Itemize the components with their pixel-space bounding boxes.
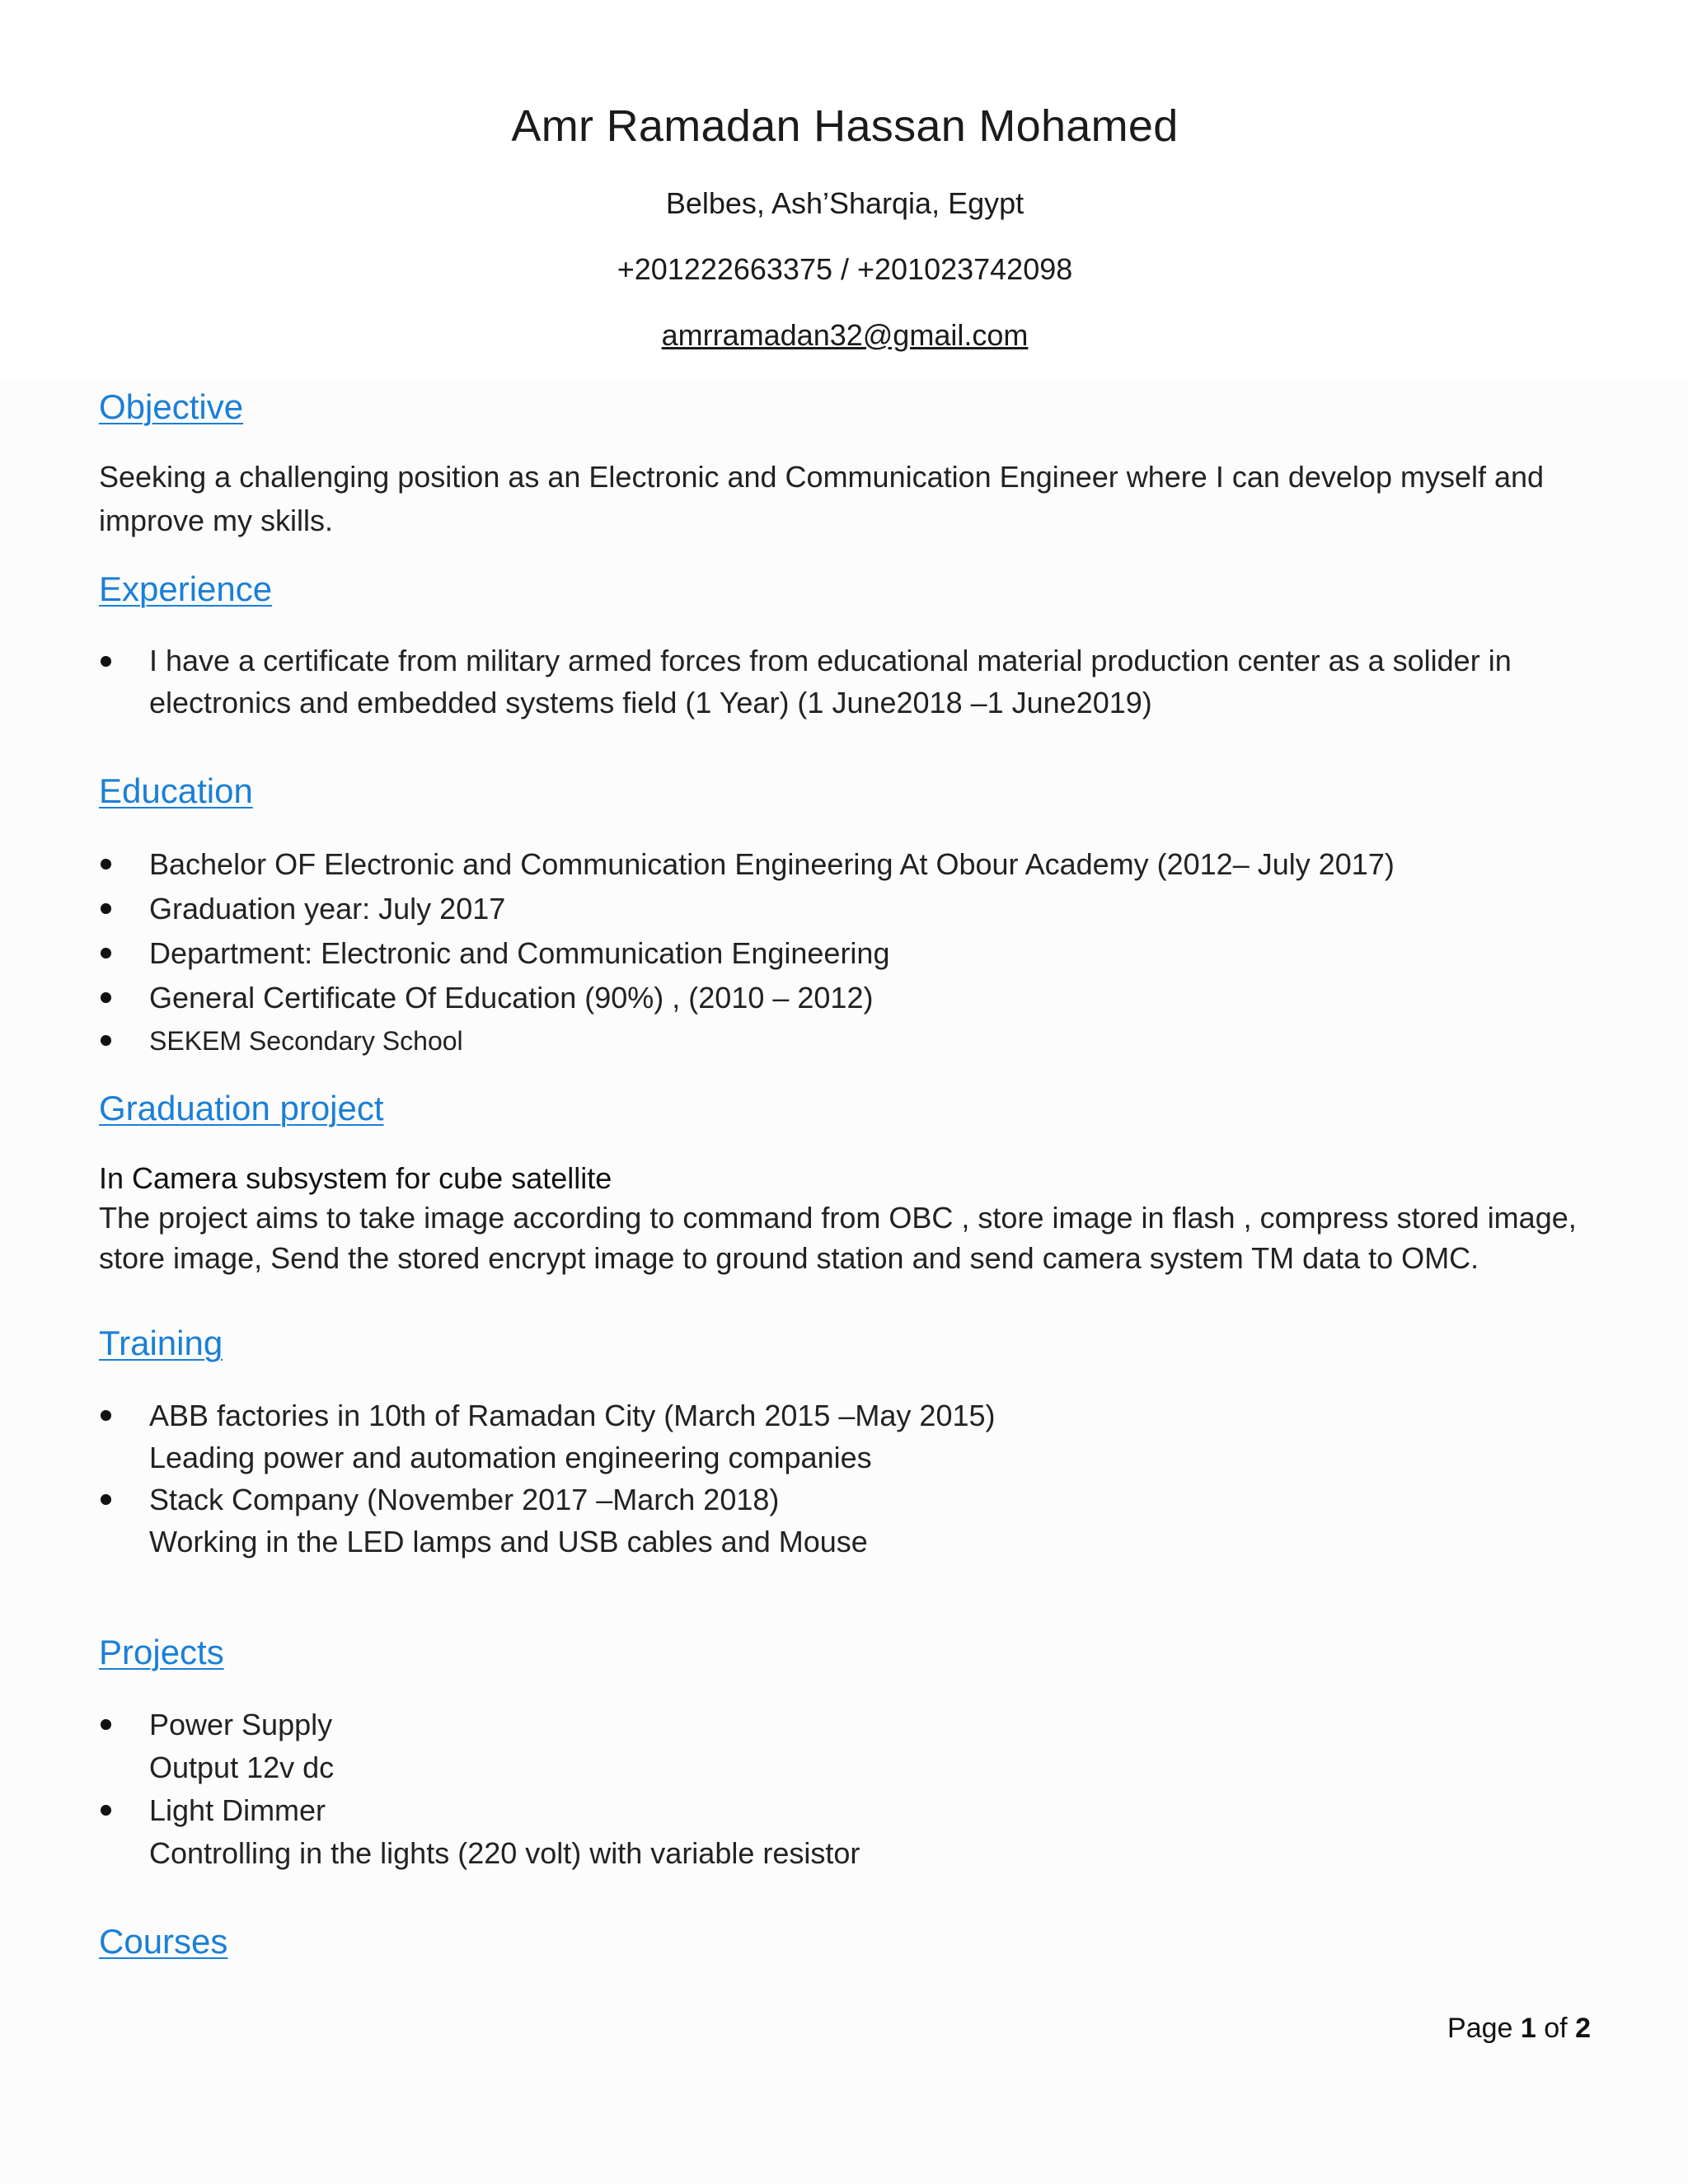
list-item bbox=[99, 976, 1582, 1020]
page-label: Page bbox=[1447, 2013, 1513, 2044]
projects-list bbox=[99, 1704, 1582, 1875]
list-item bbox=[99, 1704, 1582, 1789]
education-list bbox=[99, 842, 1582, 1062]
projects-heading: Projects bbox=[99, 1633, 224, 1671]
bullet-icon bbox=[101, 1719, 111, 1730]
resume-page bbox=[99, 0, 1591, 2184]
phone-numbers: +201222663375 / +201023742098 bbox=[617, 252, 1073, 286]
objective-text: Seeking a challenging position as an Electronic and Communication Engineer where I can develop myself and improve my skills. bbox=[99, 460, 1545, 537]
education-heading: Education bbox=[99, 771, 253, 810]
education-item-text: SEKEM Secondary School bbox=[149, 1026, 463, 1056]
education-item-text: Department: Electronic and Communication Engineering bbox=[149, 936, 890, 970]
training-item-detail: Leading power and automation engineering companies bbox=[149, 1441, 872, 1474]
courses-heading: Courses bbox=[99, 1922, 228, 1961]
list-item bbox=[99, 640, 1582, 724]
bullet-icon bbox=[101, 948, 111, 958]
training-item-title: ABB factories in 10th of Ramadan City (March 2015 –May 2015) bbox=[149, 1399, 996, 1432]
project-item-detail: Output 12v dc bbox=[149, 1750, 335, 1784]
bullet-icon bbox=[101, 859, 111, 869]
training-list bbox=[99, 1394, 1582, 1563]
list-item bbox=[99, 842, 1582, 887]
graduation-project-title: In Camera subsystem for cube satellite bbox=[99, 1161, 612, 1195]
list-item bbox=[99, 887, 1582, 931]
list-item bbox=[99, 1394, 1582, 1479]
education-item-text: Graduation year: July 2017 bbox=[149, 892, 506, 926]
list-item bbox=[99, 931, 1582, 976]
bullet-icon bbox=[101, 1410, 111, 1421]
education-item-text: Bachelor OF Electronic and Communication Engineering At Obour Academy (2012– July 2017) bbox=[149, 847, 1395, 881]
list-item bbox=[99, 1789, 1582, 1875]
candidate-name: Amr Ramadan Hassan Mohamed bbox=[511, 101, 1179, 151]
graduation-project-heading: Graduation project bbox=[99, 1089, 384, 1127]
bullet-icon bbox=[101, 1805, 111, 1816]
current-page: 1 bbox=[1520, 2013, 1536, 2044]
training-item-title: Stack Company (November 2017 –March 2018) bbox=[149, 1483, 780, 1516]
total-pages: 2 bbox=[1575, 2013, 1591, 2044]
experience-list bbox=[99, 640, 1582, 724]
education-item-text: General Certificate Of Education (90%) , (2010 – 2012) bbox=[149, 981, 874, 1015]
training-heading: Training bbox=[99, 1324, 223, 1362]
experience-item-text: I have a certificate from military armed forces from educational material production center as a solider in electronics and embedded systems field (1 Year) (1 June2018 –1 June2019) bbox=[149, 644, 1512, 719]
project-item-detail: Controlling in the lights (220 volt) with variable resistor bbox=[149, 1836, 860, 1870]
address: Belbes, Ash’Sharqia, Egypt bbox=[665, 186, 1025, 220]
graduation-project-text: The project aims to take image according to command from OBC , store image in flash , compress stored image, store image, Send the stored encrypt image to ground station and send camera system TM data to OMC. bbox=[99, 1201, 1577, 1275]
training-item-detail: Working in the LED lamps and USB cables and Mouse bbox=[149, 1525, 868, 1558]
of-label: of bbox=[1544, 2013, 1568, 2044]
list-item bbox=[99, 1020, 1582, 1062]
bullet-icon bbox=[101, 992, 111, 1003]
bullet-icon bbox=[101, 903, 111, 914]
experience-heading: Experience bbox=[99, 569, 273, 608]
objective-heading: Objective bbox=[99, 387, 244, 426]
email-link[interactable]: amrramadan32@gmail.com bbox=[661, 318, 1029, 352]
list-item bbox=[99, 1479, 1582, 1563]
bullet-icon bbox=[101, 1494, 111, 1505]
page-number bbox=[1447, 2013, 1591, 2045]
project-item-title: Light Dimmer bbox=[149, 1793, 326, 1827]
bullet-icon bbox=[101, 656, 111, 667]
bullet-icon bbox=[101, 1035, 111, 1046]
project-item-title: Power Supply bbox=[149, 1708, 333, 1741]
